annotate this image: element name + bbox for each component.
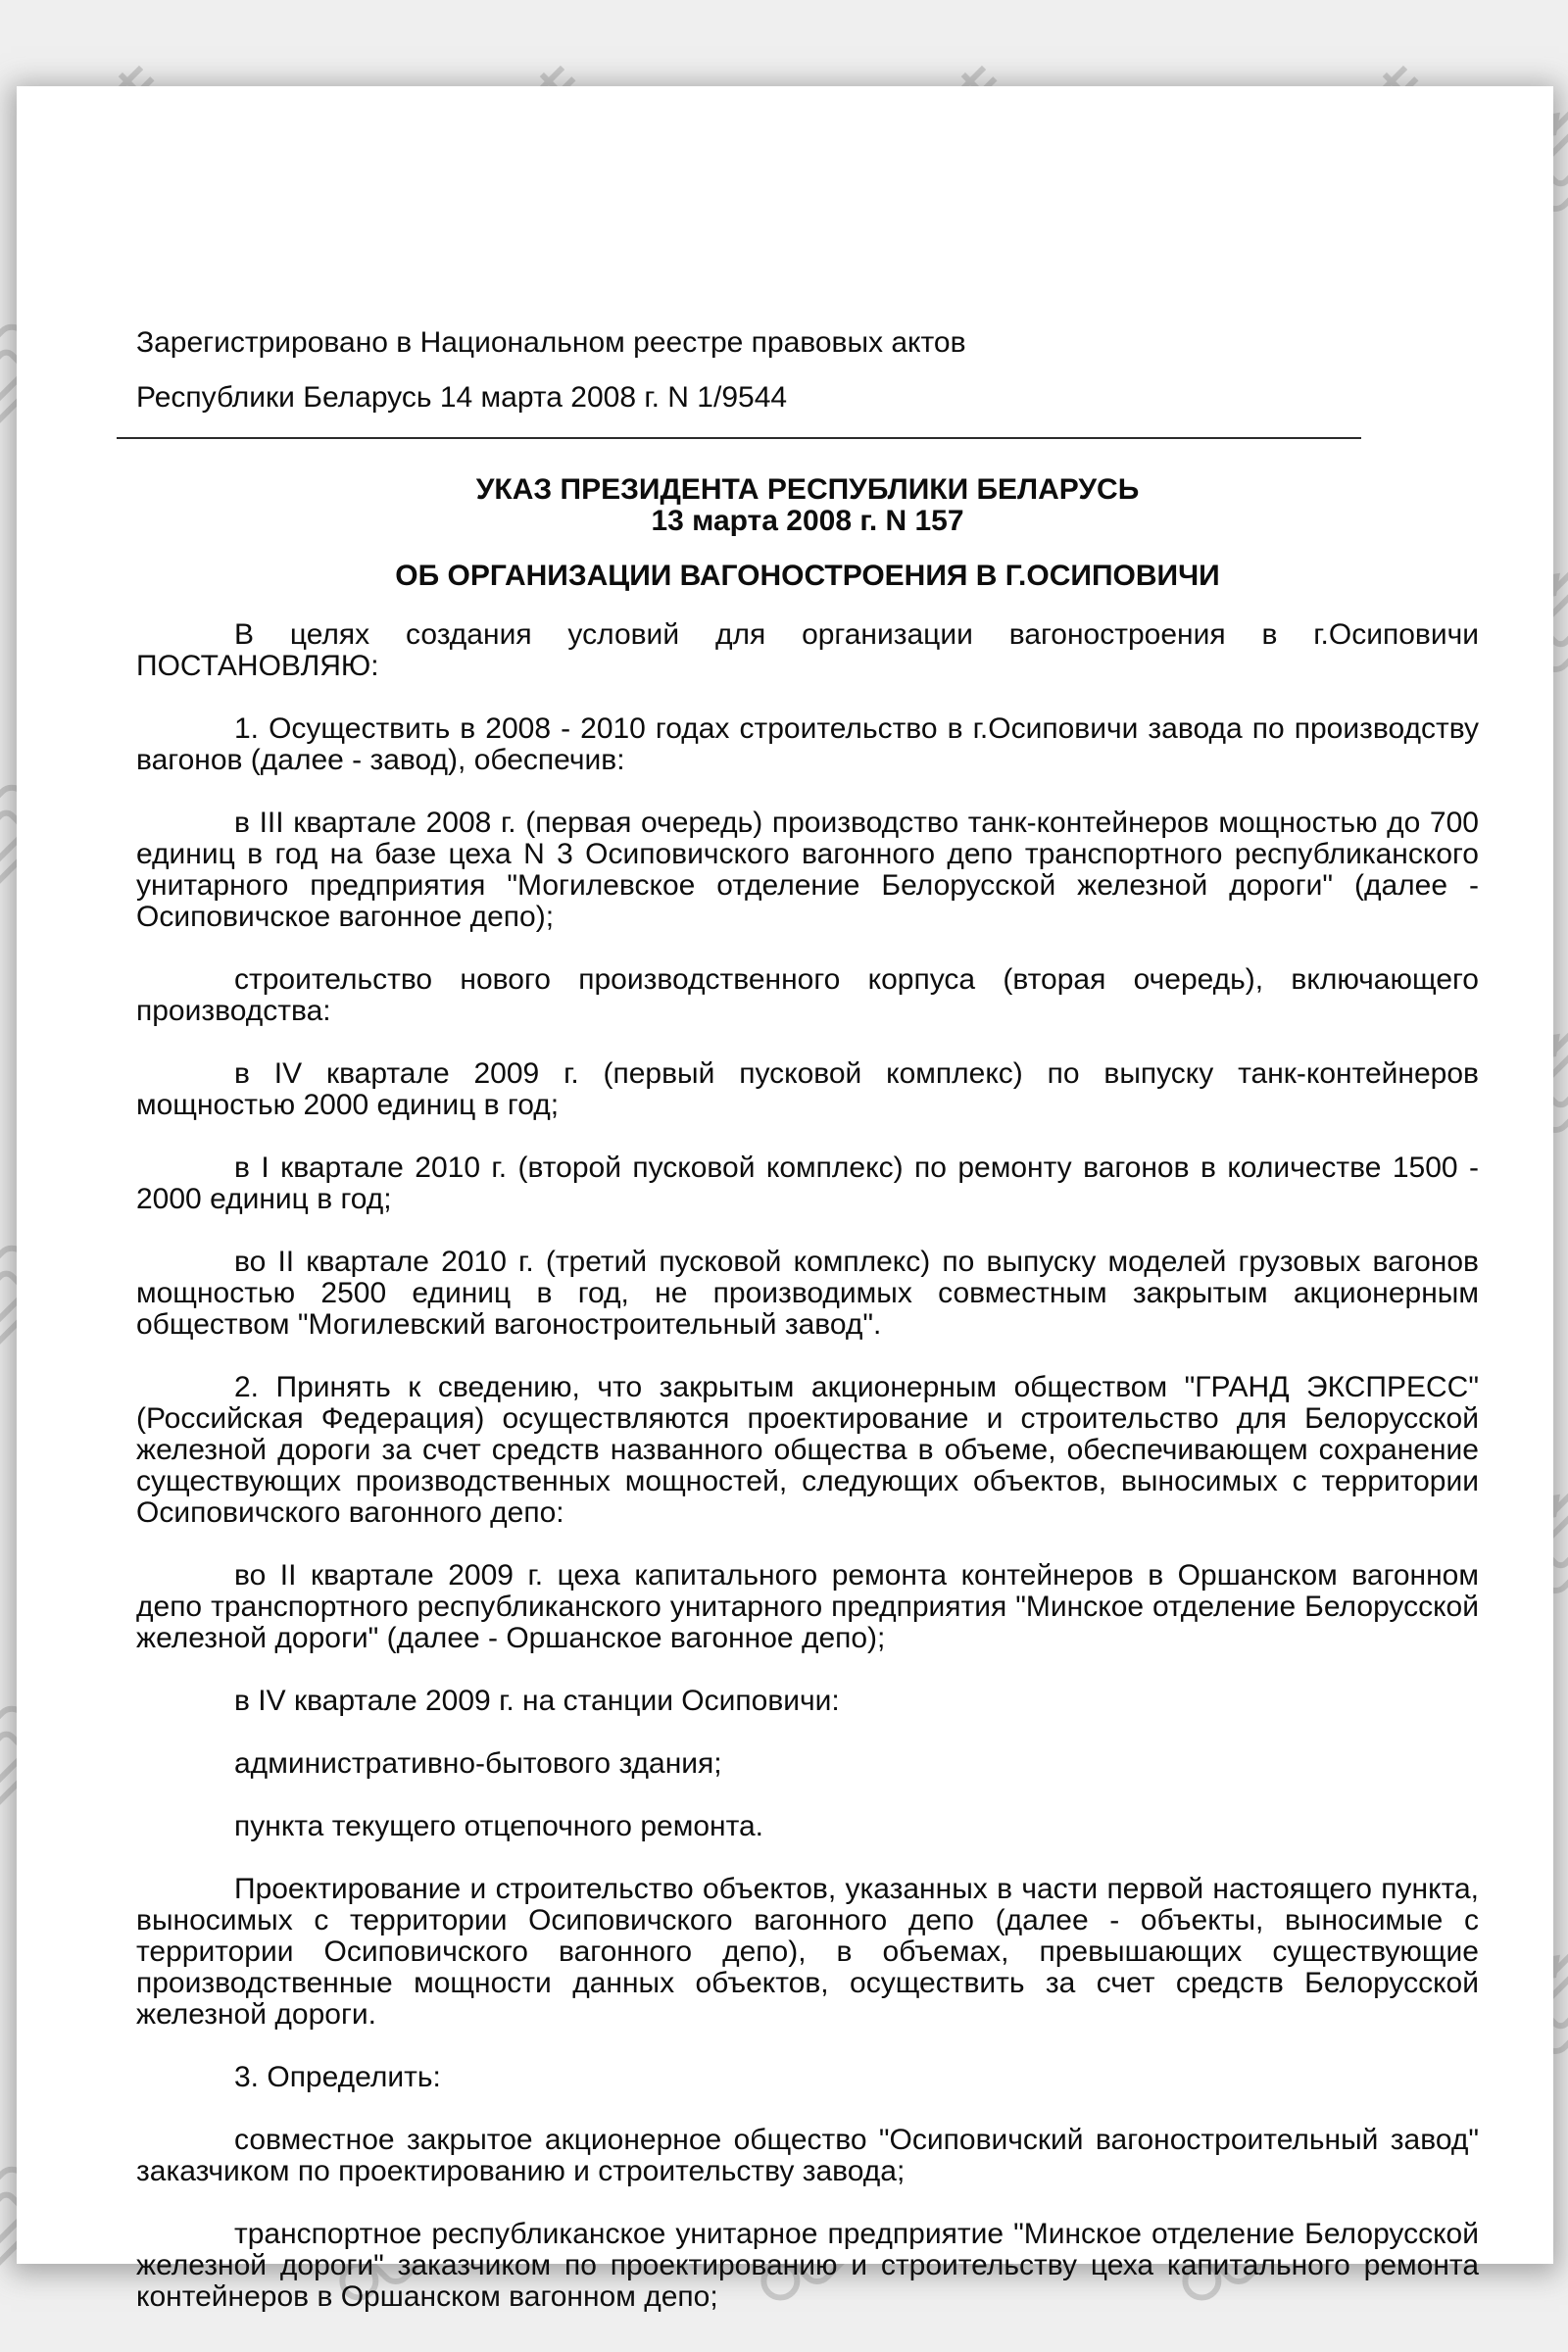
paragraph: В целях создания условий для организации вагоностроения в г.Осиповичи ПОСТАНОВЛЯЮ: (136, 618, 1479, 682)
paragraph: Проектирование и строительство объектов, указанных в части первой настоящего пункта, выносимых с территории Осиповичского вагонного депо (далее - объекты, выносимые с территории Осиповичского вагонного депо), в объемах, превышающих существующие производственные мощности данных объектов, осуществить за счет средств Белорусской железной дороги. (136, 1873, 1479, 2031)
paragraph: административно-бытового здания; (234, 1747, 722, 1780)
paragraph: в IV квартале 2009 г. на станции Осиповичи: (234, 1685, 840, 1717)
paragraph: 3. Определить: (234, 2061, 441, 2093)
paragraph: 2. Принять к сведению, что закрытым акционерным обществом "ГРАНД ЭКСПРЕСС" (Российская Федерация) осуществляются проектирование и строительство для Белорусской железной дороги за счет средств названного общества в объеме, обеспечивающем сохранение существующих производственных мощностей, следующих объектов, выносимых с территории Осиповичского вагонного депо: (136, 1371, 1479, 1529)
registration-line-1: Зарегистрировано в Национальном реестре правовых актов (136, 326, 966, 359)
paragraph: строительство нового производственного корпуса (вторая очередь), включающего производства: (136, 963, 1479, 1027)
registration-note (136, 327, 1479, 414)
paragraph: пункта текущего отцепочного ремонта. (234, 1810, 763, 1842)
header-divider (117, 437, 1361, 439)
paragraph: во II квартале 2010 г. (третий пусковой комплекс) по выпуску моделей грузовых вагонов мощностью 2500 единиц в год, не производимых совместным закрытым акционерным обществом "Могилевский вагоностроительный завод". (136, 1246, 1479, 1341)
paragraph: совместное закрытое акционерное общество "Осиповичский вагоностроительный завод" заказчиком по проектированию и строительству завода; (136, 2124, 1479, 2187)
decree-title-block (136, 474, 1479, 537)
paragraph: 1. Осуществить в 2008 - 2010 годах строительство в г.Осиповичи завода по производству вагонов (далее - завод), обеспечив: (136, 712, 1479, 776)
decree-subject: ОБ ОРГАНИЗАЦИИ ВАГОНОСТРОЕНИЯ В Г.ОСИПОВИЧИ (395, 560, 1220, 592)
decree-title: УКАЗ ПРЕЗИДЕНТА РЕСПУБЛИКИ БЕЛАРУСЬ (475, 473, 1140, 506)
paragraph: в I квартале 2010 г. (второй пусковой комплекс) по ремонту вагонов в количестве 1500 - 2000 единиц в год; (136, 1152, 1479, 1215)
decree-body (136, 619, 1479, 2313)
registration-line-2: Республики Беларусь 14 марта 2008 г. N 1/9544 (136, 381, 788, 414)
decree-date-number: 13 марта 2008 г. N 157 (651, 505, 964, 537)
document-page (17, 86, 1553, 2313)
paragraph: в III квартале 2008 г. (первая очередь) производство танк-контейнеров мощностью до 700 единиц в год на базе цеха N 3 Осиповичского вагонного депо транспортного республиканского унитарного предприятия "Могилевское отделение Белорусской железной дороги" (далее - Осиповичское вагонное депо); (136, 807, 1479, 933)
paragraph: транспортное республиканское унитарное предприятие "Минское отделение Белорусской железной дороги" заказчиком по проектированию и строительству цеха капитального ремонта контейнеров в Оршанском вагонном депо; (136, 2218, 1479, 2313)
paragraph: в IV квартале 2009 г. (первый пусковой комплекс) по выпуску танк-контейнеров мощностью 2000 единиц в год; (136, 1057, 1479, 1121)
paragraph: во II квартале 2009 г. цеха капитального ремонта контейнеров в Оршанском вагонном депо транспортного республиканского унитарного предприятия "Минское отделение Белорусской железной дороги" (далее - Оршанское вагонное депо); (136, 1559, 1479, 1654)
